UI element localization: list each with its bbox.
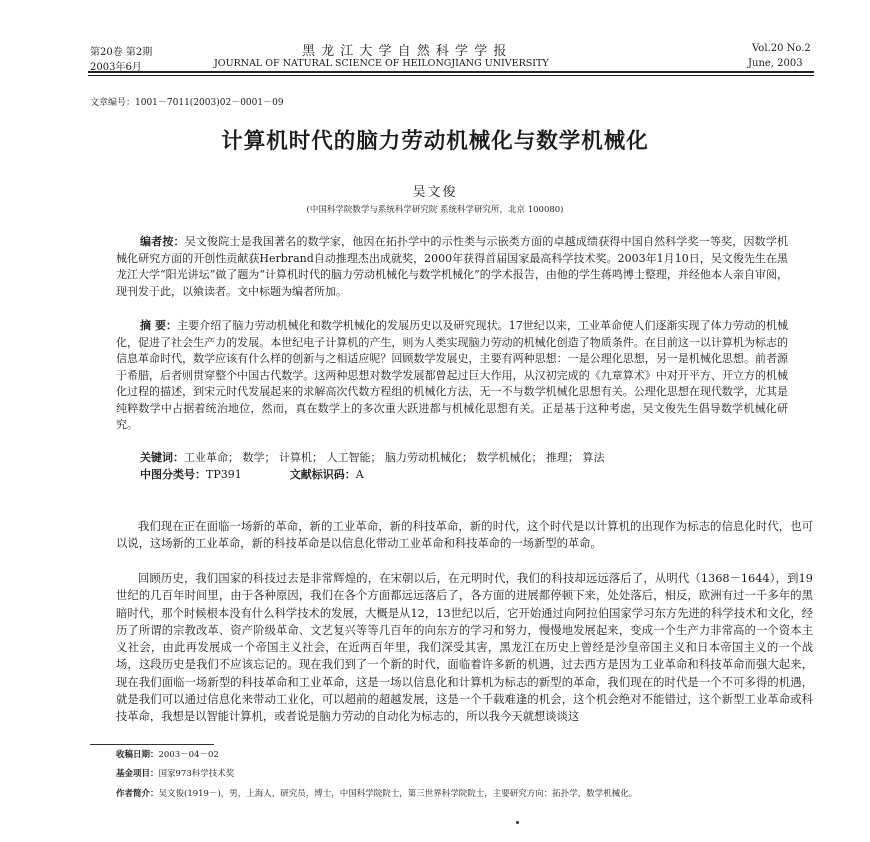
doc-code-value: A [355, 468, 364, 481]
header-volume-issue-en: Vol.20 No.2 [752, 43, 811, 54]
footnote-author-bio [116, 787, 637, 799]
doc-code-label: 文献标识码： [289, 468, 356, 481]
received-date: 2003－04－02 [158, 750, 219, 760]
author-bio-text: 吴文俊(1919－)，男，上海人，研究员，博士，中国科学院院士，第三世界科学院院士，主要研究方向：拓扑学，数学机械化。 [158, 789, 638, 799]
body-paragraph-2: 回顾历史，我们国家的科技过去是非常辉煌的，在宋朝以后，在元明时代，我们的科技却远远落后了，从明代（1368－1644），到19世纪的几百年时间里，由于各种原因，我们在各个方面都远远落后了，各方面的进展都停顿下来，处处落后，相反，欧洲有过一千多年的黑暗时代，那个时候根本没有什么科学技术的发展，大概是从12，13世纪以后，它开始通过向阿拉伯国家学习东方先进的科学技术和文化，经历了所谓的宗教改革、资产阶级革命、文艺复兴等等几百年的向东方的学习和努力，慢慢地发展起来，变成一个生产力非常高的一个资本主义社会，由此再发展成一个帝国主义社会，在近两百年里，我们深受其害，黑龙江在历史上曾经是沙皇帝国主义和日本帝国主义的一个战场，这段历史是我们不应该忘记的。现在我们到了一个新的时代，面临着许多新的机遇，过去西方是因为工业革命和科技革命而强大起来，现在我们面临一场新型的科技革命和工业革命，这是一场以信息化和计算机为标志的新型的革命，我们现在的时代是一个不可多得的机遇，就是我们可以通过信息化来带动工业化，可以超前的超越发展，这是一个千载难逢的机会，这个机会绝对不能错过，这个新型工业革命或科技革命，我想是以智能计算机，或者说是脑力劳动的自动化为标志的，所以我今天就想谈谈这 [116, 572, 813, 724]
clc-label: 中图分类号： [140, 468, 206, 481]
header-rule-thick [88, 71, 814, 73]
footnote-received [116, 748, 219, 760]
page-mark-dot [516, 821, 519, 824]
editor-note-label: 编者按： [140, 235, 185, 248]
footnote-separator [90, 744, 214, 745]
abstract-text: 主要介绍了脑力劳动机械化和数学机械化的发展历史以及研究现状。17世纪以来，工业革命使人们逐渐实现了体力劳动的机械化，促进了社会生产力的发展。本世纪电子计算机的产生，则为人类实现脑力劳动的机械化创造了物质条件。在目前这一以计算机为标志的信息革命时代，数学应该有什么样的创新与之相适应呢？回顾数学发展史，主要有两种思想：一是公理化思想，另一是机械化思想。前者源于希腊，后者则贯穿整个中国古代数学。这两种思想对数学发展都曾起过巨大作用，从汉初完成的《九章算术》中对开平方、开立方的机械化过程的描述，到宋元时代发展起来的求解高次代数方程组的机械化方法，无一不与数学机械化思想有关。公理化思想在现代数学，尤其是纯粹数学中占据着统治地位，然而，真在数学上的多次重大跃进都与机械化思想有关。正是基于这种考虑，吴文俊先生倡导数学机械化研究。 [116, 319, 788, 431]
header-date-en: June, 2003 [748, 58, 803, 69]
fund-text: 国家973科学技术奖 [158, 769, 235, 779]
author-bio-label: 作者简介： [116, 789, 159, 799]
header-rule-thin [88, 75, 814, 76]
keywords-text: 工业革命； 数学； 计算机； 人工智能； 脑力劳动机械化； 数学机械化； 推理； 算法 [184, 451, 605, 464]
clc-value: TP391 [206, 468, 242, 481]
body-paragraph-1: 我们现在正在面临一场新的革命，新的工业革命，新的科技革命，新的时代，这个时代是以计算机的出现作为标志的信息化时代，也可以说，这场新的工业革命，新的科技革命是以信息化带动工业革命和科技革命的一场新型的革命。 [116, 520, 813, 551]
footnote-fund [116, 767, 234, 779]
abstract-label: 摘 要： [140, 319, 178, 332]
article-number: 文章编号：1001－7011(2003)02－0001－09 [90, 98, 284, 108]
editor-note [116, 234, 788, 300]
keywords [140, 450, 800, 467]
editor-note-text: 吴文俊院士是我国著名的数学家，他因在拓扑学中的示性类与示嵌类方面的卓越成绩获得中国自然科学奖一等奖，因数学机械化研究方面的开创性贡献获Herbrand自动推理杰出成就奖，2000年获得首届国家最高科学技术奖。2003年1月10日，吴文俊先生在黑龙江大学“阳光讲坛”做了题为“计算机时代的脑力劳动机械化与数学机械化”的学术报告，由他的学生蒋鸣博士整理，并经他本人亲自审阅，现刊发于此，以飨读者。文中标题为编者所加。 [116, 235, 788, 298]
header-journal-name-cn: 黑 龙 江 大 学 自 然 科 学 学 报 [302, 44, 508, 59]
author-affiliation: (中国科学院数学与系统科学研究院 系统科学研究所，北京 100080) [306, 205, 564, 215]
keywords-label: 关键词： [140, 451, 184, 464]
header-date-cn: 2003年6月 [90, 62, 142, 73]
abstract [116, 318, 788, 434]
author-name: 吴文俊 [412, 185, 458, 200]
fund-label: 基金项目： [116, 769, 159, 779]
classification [140, 467, 812, 484]
header-volume-issue-cn: 第20卷 第2期 [90, 47, 153, 58]
received-label: 收稿日期： [116, 750, 159, 760]
header-journal-name-en: JOURNAL OF NATURAL SCIENCE OF HEILONGJIANG UNIVERSITY [214, 58, 549, 69]
article-title: 计算机时代的脑力劳动机械化与数学机械化 [221, 129, 649, 154]
